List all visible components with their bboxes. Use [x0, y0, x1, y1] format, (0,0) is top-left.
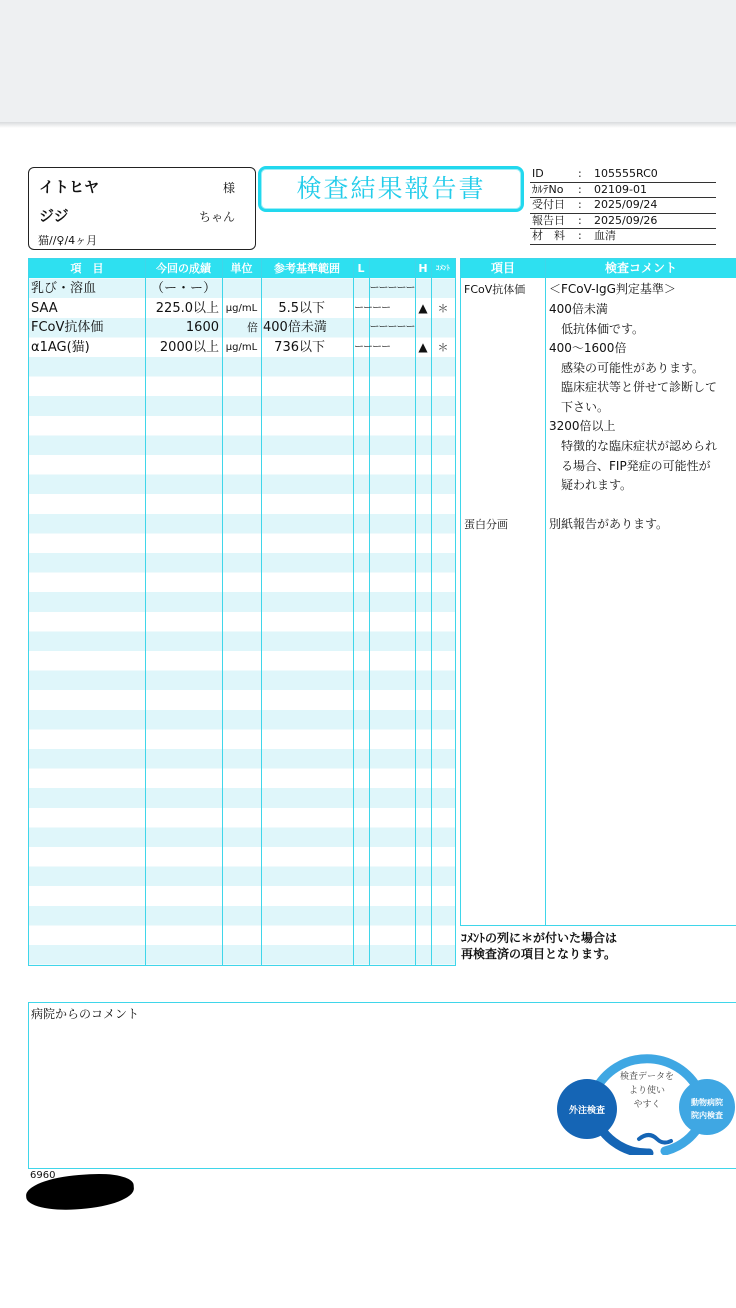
logo-center-text: 検査データを	[619, 1072, 675, 1082]
comment-item-label: 蛋白分画	[464, 518, 508, 531]
row-result: （ー・ー）	[150, 281, 216, 296]
high-flag-icon: ▲	[418, 300, 428, 315]
meta-value: 2025/09/24	[594, 198, 658, 212]
meta-value: 105555RC0	[594, 167, 658, 180]
comment-line: ＜FCoV-IgG判定基準＞	[549, 282, 676, 296]
meta-row-material	[530, 229, 716, 245]
header-result: 今回の成績	[156, 262, 211, 275]
owner-name: イトヒヤ	[39, 178, 100, 196]
comment-line: 特徴的な臨床症状が認められ	[549, 439, 718, 453]
row-range: 400倍未満	[263, 320, 327, 336]
meta-label: 受付日	[532, 198, 565, 212]
hospital-comment-label: 病院からのコメント	[31, 1007, 140, 1021]
header-comment: ｺﾒﾝﾄ	[436, 264, 450, 272]
header-comment-item: 項目	[490, 261, 515, 275]
recheck-mark: ＊	[437, 301, 449, 315]
meta-value: 02109-01	[594, 182, 647, 196]
header-unit: 単位	[230, 262, 253, 275]
header-range: 参考基準範囲	[274, 262, 340, 275]
comment-line: 下さい。	[549, 400, 610, 414]
comment-item-label: FCoV抗体価	[464, 283, 526, 296]
pet-name: ジジ	[39, 207, 69, 225]
recheck-note	[461, 930, 617, 962]
header-item: 項 目	[70, 262, 104, 275]
comment-line: 感染の可能性があります。	[549, 361, 705, 375]
meta-row-received	[530, 198, 716, 214]
row-result: 225.0以上	[155, 300, 219, 316]
comment-line: 400〜1600倍	[549, 341, 627, 355]
footer-code: 6960	[30, 1170, 56, 1181]
header-comment-text: 検査コメント	[604, 261, 677, 275]
recheck-note-line: 再検査済の項目となります。	[461, 947, 617, 961]
logo-center-text: より使い	[628, 1086, 666, 1096]
row-item: FCoV抗体価	[31, 320, 104, 336]
pet-suffix: ちゃん	[198, 210, 235, 224]
comment-table	[460, 258, 736, 926]
logo-right-text: 院内検査	[691, 1111, 723, 1120]
patient-info-box	[28, 167, 256, 250]
meta-label: 材 料	[532, 229, 565, 243]
comment-table-header	[461, 259, 736, 278]
comment-line: 疑われます。	[549, 478, 633, 492]
row-unit: 倍	[247, 321, 258, 335]
row-range-bar: ーーーー	[354, 341, 390, 353]
header-low: L	[357, 262, 365, 275]
logo-center-text: やすく	[633, 1100, 661, 1110]
top-bar-shadow	[0, 122, 736, 128]
meta-colon: :	[578, 229, 582, 243]
meta-label: ID	[532, 167, 544, 180]
row-item: SAA	[31, 300, 58, 316]
meta-value: 2025/09/26	[594, 213, 658, 227]
meta-colon: :	[578, 182, 582, 196]
row-result: 1600	[185, 320, 219, 336]
meta-colon: :	[578, 198, 582, 212]
meta-colon: :	[578, 167, 582, 180]
meta-value: 血清	[594, 229, 616, 243]
pet-info: 猫//♀/4ヶ月	[38, 234, 98, 247]
meta-row-id	[530, 167, 716, 183]
meta-label: ｶﾙﾃNo	[532, 182, 564, 196]
row-unit: μg/mL	[225, 302, 258, 314]
meta-row-reported	[530, 214, 716, 230]
row-range-bar: ーーーーー	[369, 322, 415, 334]
logo-left-text: 外注検査	[568, 1106, 606, 1116]
row-range-bar: ーーーー	[354, 302, 390, 314]
lab-table-header	[29, 259, 455, 278]
high-flag-icon: ▲	[418, 339, 428, 354]
report-meta	[530, 167, 716, 245]
comment-line: 低抗体価です。	[549, 322, 645, 336]
comment-line: 400倍未満	[549, 302, 608, 316]
meta-label: 報告日	[532, 213, 565, 227]
recheck-note-line: ｺﾒﾝﾄの列に＊が付いた場合は	[461, 931, 618, 945]
row-range: 5.5以下	[278, 300, 325, 316]
comment-line: 別紙報告があります。	[549, 517, 669, 531]
report-title: 検査結果報告書	[258, 166, 524, 212]
hospital-comment-box	[28, 1002, 736, 1169]
row-range: 736以下	[274, 339, 325, 355]
row-unit: μg/mL	[225, 341, 258, 353]
row-range-bar: ーーーーー	[369, 283, 415, 294]
logo-right-text: 動物病院	[691, 1098, 723, 1107]
row-item: 乳び・溶血	[31, 281, 97, 296]
app-top-bar	[0, 0, 736, 123]
row-item: α1AG(猫)	[31, 339, 90, 355]
lab-results-table	[28, 258, 456, 966]
meta-row-chart-no	[530, 183, 716, 199]
comment-line: 臨床症状等と併せて診断して	[549, 380, 718, 394]
lab-service-logo	[557, 1015, 736, 1155]
comment-line: 3200倍以上	[549, 419, 616, 433]
row-result: 2000以上	[159, 339, 219, 355]
recheck-mark: ＊	[437, 340, 449, 354]
owner-suffix: 様	[222, 181, 235, 195]
comment-line: る場合、FIP発症の可能性が	[549, 459, 711, 473]
meta-colon: :	[578, 213, 582, 227]
header-high: H	[418, 262, 428, 275]
